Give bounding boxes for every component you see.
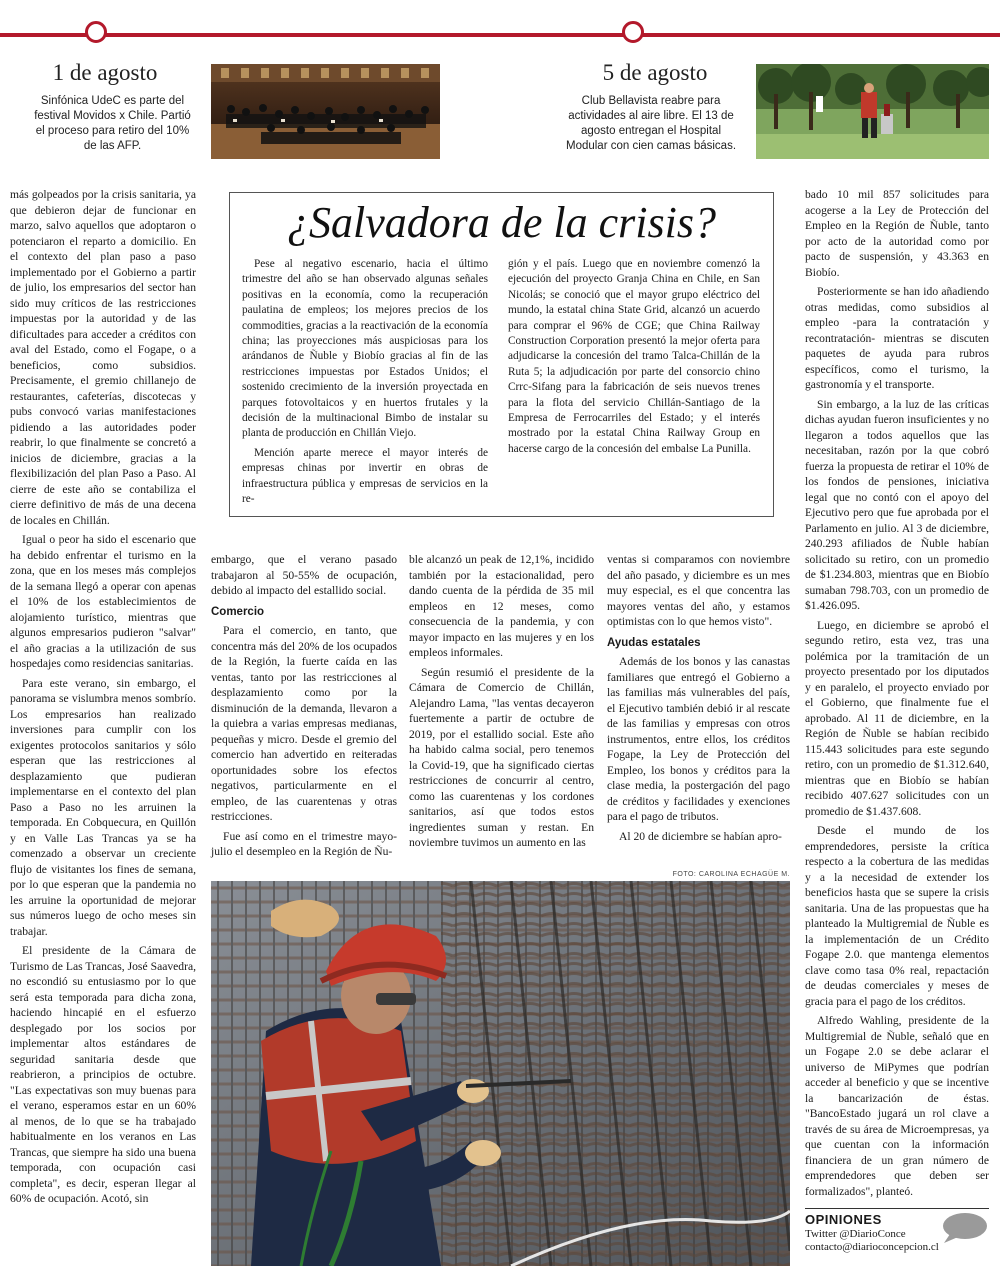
timeline-date-left: 1 de agosto (52, 60, 158, 85)
opiniones-title: OPINIONES (805, 1212, 882, 1227)
paragraph: Igual o peor ha sido el escenario que ha debido enfrentar el turismo en la zona, que en los meses más complejos de la semana llegó a operar con apenas el 10% de los establecimientos de alojamiento turístico, mientras que algunos empresarios pudieron "salvar" el año gracias a la utilización de sus hospedajes como residencias sanitarias. (10, 533, 196, 670)
box-title: ¿Salvadora de la crisis? (287, 198, 716, 247)
opiniones-email[interactable]: contacto@diarioconcepcion.cl (805, 1241, 939, 1253)
paragraph: Fue así como en el trimestre mayo-julio el desempleo en la Región de Ñu- (211, 829, 397, 858)
paragraph: Luego, en diciembre se aprobó el segundo retiro, esta vez, tras una polémica por la tramitación de un proyecto presentado por los diputados y en paralelo, el proyecto enviado por el Gobierno, que finalmente fue el aprobado. Al 11 de diciembre, en la Región de Ñuble se habían recibido 115.443 solicitudes para este segundo retiro, con un promedio de $1.312.640, mientras que en Biobío se habían recibido 407.627 solicitudes con un promedio de $1.437.608. (805, 618, 989, 818)
paragraph: Según resumió el presidente de la Cámara de Comercio de Chillán, Alejandro Lama, "las ventas decayeron fuertemente a partir de octubre de 2019, por el estallido social. Este año ha habido calma social, pero tenemos la Covid-19, que ha significado ciertas restricciones de concurrir al centro, como las cuarentenas y los cordones sanitarios, así que todos estos ingredientes suman y restan. En noviembre tuvimos un aumento en las (409, 665, 594, 849)
timeline-marker (85, 21, 107, 43)
timeline-line (0, 33, 1000, 37)
timeline-marker (622, 21, 644, 43)
paragraph: Para este verano, sin embargo, el panorama se vislumbra menos sombrío. Los empresarios han realizado inversiones para cumplir con los exigentes protocolos sanitarios y sólo esperan que las restricciones al desplazamiento que pudieran implementarse en el contexto del plan Paso a Paso no les arruinen la temporada. En Cobquecura, en Quillón y en Valle Las Trancas ya se ha comenzado a observar un creciente flujo de visitantes los fines de semana, por lo que esperan que la pandemia no les arruine la oportunidad de mejorar sus números luego de ocho meses sin trabajar. (10, 676, 196, 938)
paragraph: bado 10 mil 857 solicitudes para acogerse a la Ley de Protección del Empleo en la Región de Ñuble, tanto por acto de la autoridad como por pacto de suspensión, y 43.363 en Biobío. (805, 188, 989, 279)
timeline-text-left: Sinfónica UdeC es parte del festival Movidos x Chile. Partió el proceso para retiro del 10% de las AFP. (34, 95, 191, 152)
column-1 (10, 187, 196, 1211)
paragraph: ventas si comparamos con noviembre del año pasado, y diciembre es un mes muy especial, es el que concentra las mayores ventas del año, y estamos optimistas con lo que hemos visto". (607, 553, 790, 628)
paragraph: Alfredo Wahling, presidente de la Multigremial de Ñuble, señaló que en un Fogape 2.0 se debe aclarar el universo de MiPymes que podrían acceder al beneficio y que se incentive la bancarización de éstas. "BancoEstado jugará un rol clave a través de su área de Microempresas, ya que cuentan con la información financiera de un gran número de emprendedores que deben ser formalizados", planteó. (805, 1014, 989, 1198)
golf-photo (756, 64, 989, 159)
paragraph: gión y el país. Luego que en noviembre comenzó la ejecución del proyecto Granja China en Chile, en San Nicolás; se conoció que el mayor grupo eléctrico del mundo, la estatal china State Grid, alcanzó un acuerdo para comprar el 96% de CGE; que China Railway Construction Corporation presentó la mejor oferta para adjudicarse la concesión del tramo Talca-Chillán de la Ruta 5; la adjudicación por parte del consorcio chino Crrc-Sifang para la fabricación de seis nuevos trenes para la flota del servicio Chillán-Santiago de la Empresa de Ferrocarriles del Estado; y el interés mostrado por la estatal China Railway Group en hacerse cargo de la concesión del embalse La Punilla. (508, 258, 760, 455)
photo-credit: FOTO: CAROLINA ECHAGÜE M. (672, 871, 790, 878)
sidebar-box (229, 192, 774, 517)
section-heading-ayudas: Ayudas estatales (607, 636, 701, 649)
timeline-text-right: Club Bellavista reabre para actividades al aire libre. El 13 de agosto entregan el Hospital Modular con cien camas básicas. (565, 95, 737, 152)
column-3 (409, 552, 594, 855)
paragraph: El presidente de la Cámara de Turismo de Las Trancas, José Saavedra, no escondió su entusiasmo por lo que será esta temporada para dicha zona, haciendo hincapié en el esfuerzo desplegado por los socios por implementar altos estándares de seguridad sanitaria desde que reabrieron, a principios de octubre. "Las expectativas son muy buenas para el verano, esperamos estar en un 60% al menos, de lo que se ha trabajado habitualmente en los veranos en Las Trancas, que siempre ha sido una buena temporada, con ocupación casi completa", es decir, esperan llegar al 60% de ocupación. Acotó, sin (10, 944, 196, 1205)
paragraph: Mención aparte merece el mayor interés de empresas chinas por invertir en obras de infraestructura pública y empresas de servicios en la re- (242, 446, 488, 506)
paragraph: más golpeados por la crisis sanitaria, ya que debieron dejar de funcionar en marzo, salvo aquellos que adoptaron o potenciaron el reparto a domicilio. En el contexto del plan paso a paso implementado por el Gobierno a partir de julio, los empresarios del sector han sido muy críticos de las restricciones impuestas por la autoridad y de las dificultades para acceder a créditos con aval del Estado, como el Fogape, o a beneficios, como subsidios. Precisamente, el gremio chillanejo de restaurantes, cafeterías, discotecas y pubs convocó varias manifestaciones pidiendo a las autoridades poder reabrir, lo que finalmente se concretó a inicios de diciembre, gracias a la flexibilización del plan Paso a Paso. Al cierre de este año se contabiliza el cierre definitivo de más de una decena de locales en Chillán. (10, 188, 196, 527)
paragraph: Pese al negativo escenario, hacia el último trimestre del año se han observado algunas señales positivas en la economía, como la recuperación paulatina de empleos; los mejores precios de los commodities, gracias a la reactivación de la economía china; las proyecciones más auspiciosas para los arándanos de Ñuble y Biobío gracias al fin de las restricciones impuestas por Estados Unidos; el sostenido crecimiento de la inversión proyectada en parques fotovoltaicos y en huertos frutales y la decisión de la multinacional Bimbo de instalar su planta de producción en Chillán Viejo. (242, 258, 488, 440)
column-5 (805, 187, 989, 1203)
orchestra-photo (211, 64, 440, 159)
paragraph: ble alcanzó un peak de 12,1%, incidido también por la estacionalidad, pero dando cuenta de la pérdida de 35 mil empleos en 12 meses, como consecuencia de la pandemia, y con mayor impacto en las mujeres y en los empleos informales. (409, 553, 594, 659)
box-column-right (508, 257, 760, 461)
paragraph: embargo, que el verano pasado trabajaron al 50-55% de ocupación, debido al impacto del estallido social. (211, 553, 397, 597)
section-heading-comercio: Comercio (211, 605, 265, 618)
paragraph: Además de los bonos y las canastas familiares que entregó el Gobierno a las familias más vulnerables del país, el Ejecutivo también debió ir al rescate de las familias y empresas con otros instrumentos, entre ellos, los créditos Fogape, la Ley de Protección del Empleo, los bonos y créditos para la clase media, la postergación del pago de créditos y facilidades y exenciones para el pago de tributos. (607, 655, 790, 823)
opiniones-twitter[interactable]: Twitter @DiarioConce (805, 1228, 906, 1240)
timeline-date-right: 5 de agosto (602, 60, 708, 85)
divider (805, 1208, 989, 1209)
worker-rebar-photo (211, 881, 790, 1266)
paragraph: Desde el mundo de los emprendedores, persiste la crítica respecto a la cobertura de las medidas y a la necesidad de extender los beneficios hasta que se supere la crisis sanitaria. Una de las propuestas que ha planteado la Multigremial de Ñuble es la implementación de un Crédito Fogape 2.0. que mantenga elementos clave como tasa 0% real, repactación de deudas comerciales y meses de gracia para el pago de los créditos. (805, 824, 989, 1008)
paragraph: Posteriormente se han ido añadiendo otras medidas, como subsidios al empleo -para la contratación y recontratación- mientras se discuten paquetes de ayuda para rubros específicos, como el turismo, la gastronomía y el transporte. (805, 285, 989, 391)
column-4 (607, 552, 790, 848)
speech-bubble-icon (940, 1212, 988, 1244)
paragraph: Para el comercio, en tanto, que concentra más del 20% de los ocupados de la Región, la fuerte caída en las ventas, tanto por las restricciones al desplazamiento como por la disminución de la demanda, llevaron a la quiebra a varias empresas medianas, pequeñas y micro. Desde el gremio del comercio han advertido en reiteradas oportunidades sobre los efectos negativos, particularmente en el empleo, de las cuarentenas y otras restricciones. (211, 624, 397, 823)
paragraph: Sin embargo, a la luz de las críticas dichas ayudan fueron insuficientes y no llegaron a todos aquellos que las necesitaban, razón por la que cobró fuerza la propuesta de retirar el 10% de los fondos de pensiones, iniciativa legal que no contó con el apoyo del Ejecutivo pero que fue aprobada por el Parlamento en julio. Al 3 de diciembre, 240.293 afiliados de Ñuble habían solicitado su retiro, con un promedio de $1.234.803, mientras que en Biobío sumaban 798.703, con un promedio de $1.426.095. (805, 397, 989, 612)
box-column-left (242, 257, 488, 512)
column-2 (211, 552, 397, 864)
paragraph: Al 20 de diciembre se habían apro- (619, 829, 782, 843)
